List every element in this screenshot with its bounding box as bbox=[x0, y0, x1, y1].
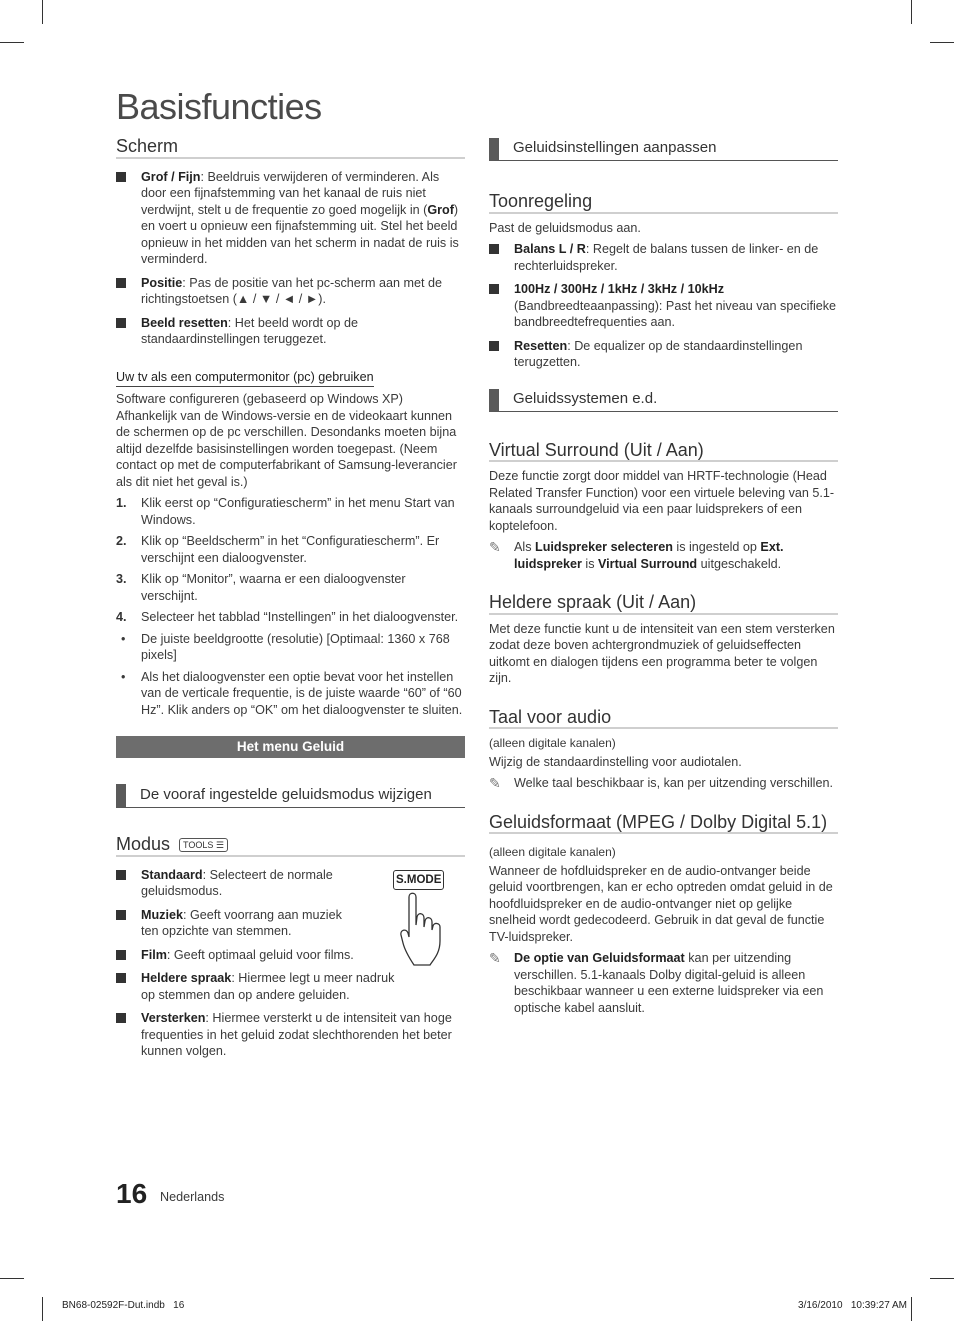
square-bullet-icon bbox=[116, 1013, 126, 1023]
square-bullet-icon bbox=[489, 341, 499, 351]
item-text: ) en voert u opnieuw een fijnafstemming uit. Stel het beeld opnieuw in het midden van het scherm in nadat de ruis is verminderd. bbox=[141, 202, 459, 266]
list-item bbox=[489, 241, 838, 274]
page-language: Nederlands bbox=[160, 1190, 225, 1204]
adjust-heading: Geluidsinstellingen aanpassen bbox=[489, 138, 838, 161]
section-title-virtual-surround: Virtual Surround (Uit / Aan) bbox=[489, 442, 838, 463]
square-bullet-icon bbox=[116, 172, 126, 182]
list-item bbox=[116, 669, 465, 719]
page-number: 16 bbox=[116, 1178, 148, 1209]
list-item bbox=[489, 281, 838, 331]
step-text: Klik eerst op “Configuratiescherm” in het menu Start van Windows. bbox=[141, 496, 455, 527]
square-bullet-icon bbox=[116, 870, 126, 880]
pc-intro: Software configureren (gebaseerd op Windows XP) Afhankelijk van de Windows-versie en de videokaart kunnen de schermen op de pc verschillen. Desondanks moeten bijna altijd dezelfde basisinstellingen worden toegepast. (Neem contact op met de computerfabrikant of Samsung-leverancier als dit niet het geval is.) bbox=[116, 392, 457, 489]
step-number: 2. bbox=[116, 534, 127, 548]
page-title: Basisfuncties bbox=[116, 86, 322, 127]
step-text: Klik op “Beeldscherm” in het “Configuratiescherm”. Er verschijnt een dialoogvenster. bbox=[141, 534, 440, 565]
crop-mark bbox=[0, 42, 24, 43]
note-text: kan per uitzending verschillen. 5.1-kanaals Dolby digital-geluid is alleen beschikbaar wanneer u een externe luidspreker via een optische kabel aansluit. bbox=[514, 951, 824, 1015]
pencil-note-icon: ✎ bbox=[489, 775, 501, 791]
pencil-note-icon: ✎ bbox=[489, 539, 501, 555]
term: Muziek bbox=[141, 907, 183, 922]
section-title-taal: Taal voor audio bbox=[489, 709, 838, 730]
list-item bbox=[116, 169, 465, 268]
section-title-heldere-spraak: Heldere spraak (Uit / Aan) bbox=[489, 594, 838, 615]
item-text: : Hiermee versterkt u de intensiteit van hoge frequenties in het geluid zodat slechthorenden het beter kunnen volgen. bbox=[141, 1011, 452, 1058]
item-text: : De equalizer op de standaardinstellingen terugzetten. bbox=[514, 338, 803, 369]
list-item bbox=[116, 609, 465, 626]
section-title-scherm: Scherm bbox=[116, 138, 465, 159]
crop-mark bbox=[911, 1297, 912, 1321]
term: De optie van Geluidsformaat bbox=[514, 951, 685, 965]
list-item bbox=[489, 338, 838, 371]
item-text: : Het beeld wordt op de standaardinstellingen teruggezet. bbox=[141, 315, 359, 346]
step-text: Klik op “Monitor”, waarna er een dialoogvenster verschijnt. bbox=[141, 572, 406, 603]
list-item bbox=[116, 631, 465, 664]
taal-note bbox=[489, 775, 838, 792]
square-bullet-icon bbox=[489, 284, 499, 294]
pc-steps bbox=[116, 495, 465, 718]
term: Grof / Fijn bbox=[141, 169, 201, 184]
term: Ext. luidspreker bbox=[514, 540, 784, 571]
term: Versterken bbox=[141, 1011, 206, 1025]
item-text: : Hiermee legt u meer nadruk op stemmen dan op andere geluiden. bbox=[141, 971, 395, 1002]
note-text: uitgeschakeld. bbox=[697, 556, 782, 571]
gf-note bbox=[489, 950, 838, 1016]
square-bullet-icon bbox=[116, 278, 126, 288]
right-column bbox=[489, 138, 838, 1016]
hs-text: Met deze functie kunt u de intensiteit van een stem versterken zodat deze boven achtergrondmuziek of geluidseffecten uitkomt en dialogen tijdens een programma beter te volgen zijn. bbox=[489, 621, 835, 685]
square-bullet-icon bbox=[116, 318, 126, 328]
list-item bbox=[116, 907, 356, 940]
item-text: (Bandbreedteaanpassing): Past het niveau van specifieke bandbreedtefrequenties aan. bbox=[514, 298, 837, 329]
square-bullet-icon bbox=[116, 910, 126, 920]
item-text: : Beeldruis verwijderen of verminderen. Als door een fijnafstemming van het kanaal de ruis niet verdwijnt, stelt u de frequentie zo goed mogelijk in ( bbox=[141, 169, 440, 217]
item-text: : Geeft optimaal geluid voor films. bbox=[166, 947, 354, 962]
preset-heading: De vooraf ingestelde geluidsmodus wijzigen bbox=[116, 784, 465, 808]
dot-bullet-icon: • bbox=[121, 669, 126, 684]
print-slug-datetime: 3/16/2010 10:39:27 AM bbox=[798, 1300, 907, 1311]
pencil-note-icon: ✎ bbox=[489, 950, 501, 966]
note-text: Welke taal beschikbaar is, kan per uitzending verschillen. bbox=[514, 776, 833, 790]
systems-heading: Geluidssystemen e.d. bbox=[489, 389, 838, 412]
smode-button: S.MODE bbox=[393, 870, 444, 891]
list-item bbox=[116, 571, 465, 604]
note-text: is ingesteld op bbox=[672, 540, 761, 554]
crop-mark bbox=[0, 1278, 24, 1279]
crop-mark bbox=[930, 42, 954, 43]
term: Resetten bbox=[514, 338, 568, 353]
gf-sub: (alleen digitale kanalen) bbox=[489, 845, 616, 859]
crop-mark bbox=[42, 1297, 43, 1321]
item-text: Als het dialoogvenster een optie bevat voor het instellen van de verticale frequentie, is de juiste waarde “60” of “60 Hz”. Klik anders op “OK” om het dialoogvenster te sluiten. bbox=[141, 669, 463, 717]
list-item bbox=[116, 1010, 465, 1060]
item-text: : Pas de positie van het pc-scherm aan met de richtingstoetsen (▲ / ▼ / ◄ / ►). bbox=[141, 275, 443, 306]
term: Heldere spraak bbox=[141, 971, 232, 985]
item-text: : Geeft voorrang aan muziek ten opzichte van stemmen. bbox=[141, 907, 342, 938]
term: Standaard bbox=[141, 867, 203, 882]
vs-text: Deze functie zorgt door middel van HRTF-technologie (Head Related Transfer Function) voor een virtuele beleving van 5.1-kanaals surroundgeluid via een paar luidsprekers of een koptelefoon. bbox=[489, 469, 835, 533]
dot-bullet-icon: • bbox=[121, 631, 126, 646]
tools-label: TOOLS bbox=[183, 840, 214, 851]
gf-text: Wanneer de hofdluidspreker en de audio-ontvanger beide geluid voortbrengen, kan er echo optreden omdat geluid in de hoofdluidspreker en de audio-ontvanger niet op gelijke snelheid wordt gedecodeerd. Gebruik in dat geval de functie TV-luidspreker. bbox=[489, 863, 833, 944]
toon-intro: Past de geluidsmodus aan. bbox=[489, 220, 641, 235]
term: Luidspreker selecteren bbox=[535, 540, 673, 554]
step-number: 4. bbox=[116, 610, 127, 624]
term: Grof bbox=[427, 202, 454, 217]
list-item bbox=[116, 533, 465, 566]
vs-note bbox=[489, 539, 838, 572]
section-title-geluidsformaat: Geluidsformaat (MPEG / Dolby Digital 5.1) bbox=[489, 814, 838, 835]
item-text: : Selecteert de normale geluidsmodus. bbox=[141, 867, 333, 898]
section-title-toonregeling: Toonregeling bbox=[489, 193, 838, 214]
note-text: Als bbox=[514, 540, 535, 554]
crop-mark bbox=[911, 0, 912, 24]
term: 100Hz / 300Hz / 1kHz / 3kHz / 10kHz bbox=[514, 282, 724, 296]
note-text: is bbox=[581, 556, 598, 571]
crop-mark bbox=[930, 1278, 954, 1279]
square-bullet-icon bbox=[489, 244, 499, 254]
taal-sub: (alleen digitale kanalen) bbox=[489, 736, 616, 750]
square-bullet-icon bbox=[116, 950, 126, 960]
menu-bar: Het menu Geluid bbox=[116, 736, 465, 758]
list-item bbox=[116, 315, 465, 348]
toon-list bbox=[489, 241, 838, 371]
term: Film bbox=[141, 947, 167, 962]
scherm-list bbox=[116, 169, 465, 348]
taal-text: Wijzig de standaardinstelling voor audiotalen. bbox=[489, 754, 742, 769]
modus-title: Modus bbox=[116, 834, 171, 854]
term: Positie bbox=[141, 275, 183, 290]
tools-icon: TOOLS ☰ bbox=[179, 838, 228, 852]
item-text: : Regelt de balans tussen de linker- en de rechterluidspreker. bbox=[514, 242, 819, 273]
left-column bbox=[116, 138, 465, 1067]
pc-subheading: Uw tv als een computermonitor (pc) gebruiken bbox=[116, 369, 374, 388]
list-item bbox=[116, 275, 465, 308]
term: Balans L / R bbox=[514, 242, 586, 256]
step-number: 1. bbox=[116, 496, 127, 510]
print-slug-file: BN68-02592F-Dut.indb 16 bbox=[62, 1300, 185, 1311]
term: Beeld resetten bbox=[141, 315, 228, 330]
list-item bbox=[116, 970, 411, 1003]
term: Virtual Surround bbox=[598, 556, 698, 571]
step-number: 3. bbox=[116, 572, 127, 586]
modus-block bbox=[116, 867, 465, 1060]
item-text: De juiste beeldgrootte (resolutie) [Optimaal: 1360 x 768 pixels] bbox=[141, 631, 450, 662]
crop-mark bbox=[42, 0, 43, 24]
list-item bbox=[116, 947, 465, 964]
step-text: Selecteer het tabblad “Instellingen” in het dialoogvenster. bbox=[141, 610, 459, 624]
list-item bbox=[116, 867, 356, 900]
list-item bbox=[116, 495, 465, 528]
section-title-modus bbox=[116, 836, 465, 857]
square-bullet-icon bbox=[116, 973, 126, 983]
